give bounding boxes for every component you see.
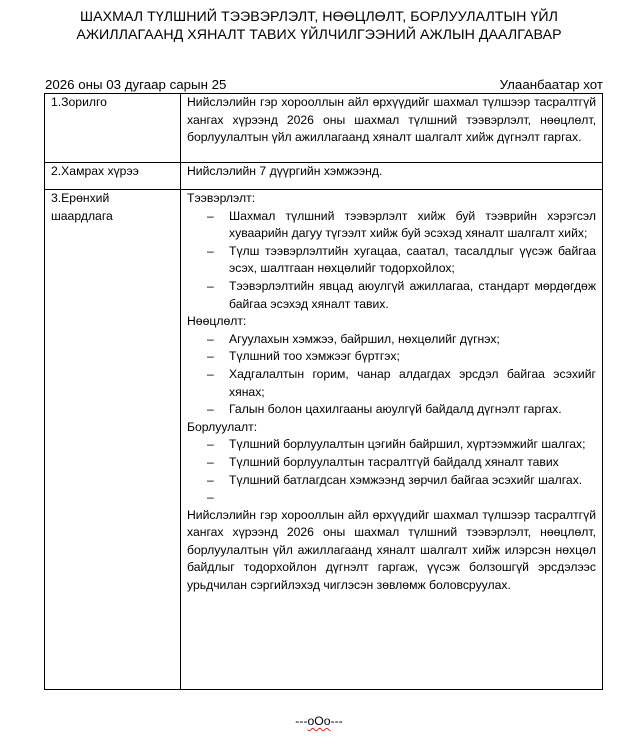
list-item: – Галын болон цахилгааны аюулгүй байдалд дүгнэлт гаргах. — [229, 401, 596, 419]
list-item: – Түлш тээвэрлэлтийн хугацаа, саатал, тасалдлыг үүсэж байгаа эсэх, шалтгаан нөхцөлийг тодорхойлох; — [229, 243, 596, 278]
end-mark — [0, 713, 638, 729]
list-item: – Түлшний борлуулалтын цэгийн байршил, хүртээмжийг шалгах; — [229, 436, 596, 454]
list-item: – Шахмал түлшний тээвэрлэлт хийж буй тээврийн хэрэгсэл хуваарийн дагуу түгээлт хийж буй эсэхэд хяналт шалгалт хийх; — [229, 208, 596, 243]
list-item: – Түлшний батлагдсан хэмжээнд зөрчил байгаа эсэхийг шалгах. — [229, 472, 596, 490]
date-location-row — [45, 77, 603, 93]
row-label-requirements: 3.Ерөнхий шаардлага — [45, 190, 181, 690]
list-item: – Агуулахын хэмжээ, байршил, нөхцөлийг дүгнэх; — [229, 331, 596, 349]
list-item: – Түлшний тоо хэмжээг бүртгэх; — [229, 348, 596, 366]
row-text-scope: Нийслэлийн 7 дүүргийн хэмжээнд. — [181, 163, 603, 190]
document-date: 2026 оны 03 дугаар сарын 25 — [45, 77, 227, 92]
end-mark-text: oOo — [307, 714, 331, 728]
table-row-purpose — [45, 94, 603, 163]
document-title — [0, 8, 638, 44]
section-heading-transport: Тээвэрлэлт: — [187, 191, 256, 205]
document-location: Улаанбаатар хот — [499, 77, 603, 92]
list-item: – Хадгалалтын горим, чанар алдагдах эрсдэл байгаа эсэхийг хянах; — [229, 366, 596, 401]
task-table — [44, 93, 603, 690]
requirements-cell — [181, 190, 603, 690]
table-row-scope — [45, 163, 603, 190]
list-item: – Тээвэрлэлтийн явцад аюулгүй ажиллагаа, стандарт мөрдөгдөж байгаа эсэхэд хяналт тавих. — [229, 278, 596, 313]
row-text-purpose: Нийслэлийн гэр хорооллын айл өрхүүдийг шахмал түлшээр тасралтгүй хангах хүрээнд 2026 оны шахмал түлшний тээвэрлэлт, нөөцлөлт, борлуулалтын үйл ажиллагаанд хяналт шалгалт хийж дүгнэлт гаргах. — [181, 94, 603, 163]
section-heading-storage: Нөөцлөлт: — [187, 314, 247, 329]
title-line-1: ШАХМАЛ ТҮЛШНИЙ ТЭЭВЭРЛЭЛТ, НӨӨЦЛӨЛТ, БОРЛУУЛАЛТЫН ҮЙЛ — [80, 9, 558, 25]
empty-dash-item: – — [207, 490, 214, 505]
table-row-requirements — [45, 190, 603, 690]
list-item: – Түлшний борлуулалтын тасралтгүй байдалд хяналт тавих — [229, 454, 596, 472]
requirements-summary: Нийслэлийн гэр хорооллын айл өрхүүдийг шахмал түлшээр тасралтгүй хангах хүрээнд 2026 оны шахмал түлшний тээвэрлэлт, нөөцлөлт, борлуулалтын үйл ажиллагаанд хяналт шалгалт хийж илэрсэн нөхцөл байдлыг тодорхойлон дүгнэлт гаргаж, үүсэж болзошгүй эрсдэлээс урьдчилан сэргийлэхэд чиглэсэн зөвлөмж боловсруулах. — [187, 507, 596, 593]
section-heading-sales: Борлуулалт: — [187, 419, 258, 434]
row-label-scope: 2.Хамрах хүрээ — [45, 163, 181, 190]
sales-list — [187, 436, 596, 489]
title-line-2: АЖИЛЛАГААНД ХЯНАЛТ ТАВИХ ҮЙЛЧИЛГЭЭНИЙ АЖЛЫН ДААЛГАВАР — [76, 27, 562, 43]
end-mark-left-dashes: --- — [295, 714, 308, 728]
storage-list — [187, 331, 596, 419]
row-label-purpose: 1.Зорилго — [45, 94, 181, 163]
end-mark-right-dashes: --- — [330, 714, 343, 728]
transport-list — [187, 208, 596, 314]
